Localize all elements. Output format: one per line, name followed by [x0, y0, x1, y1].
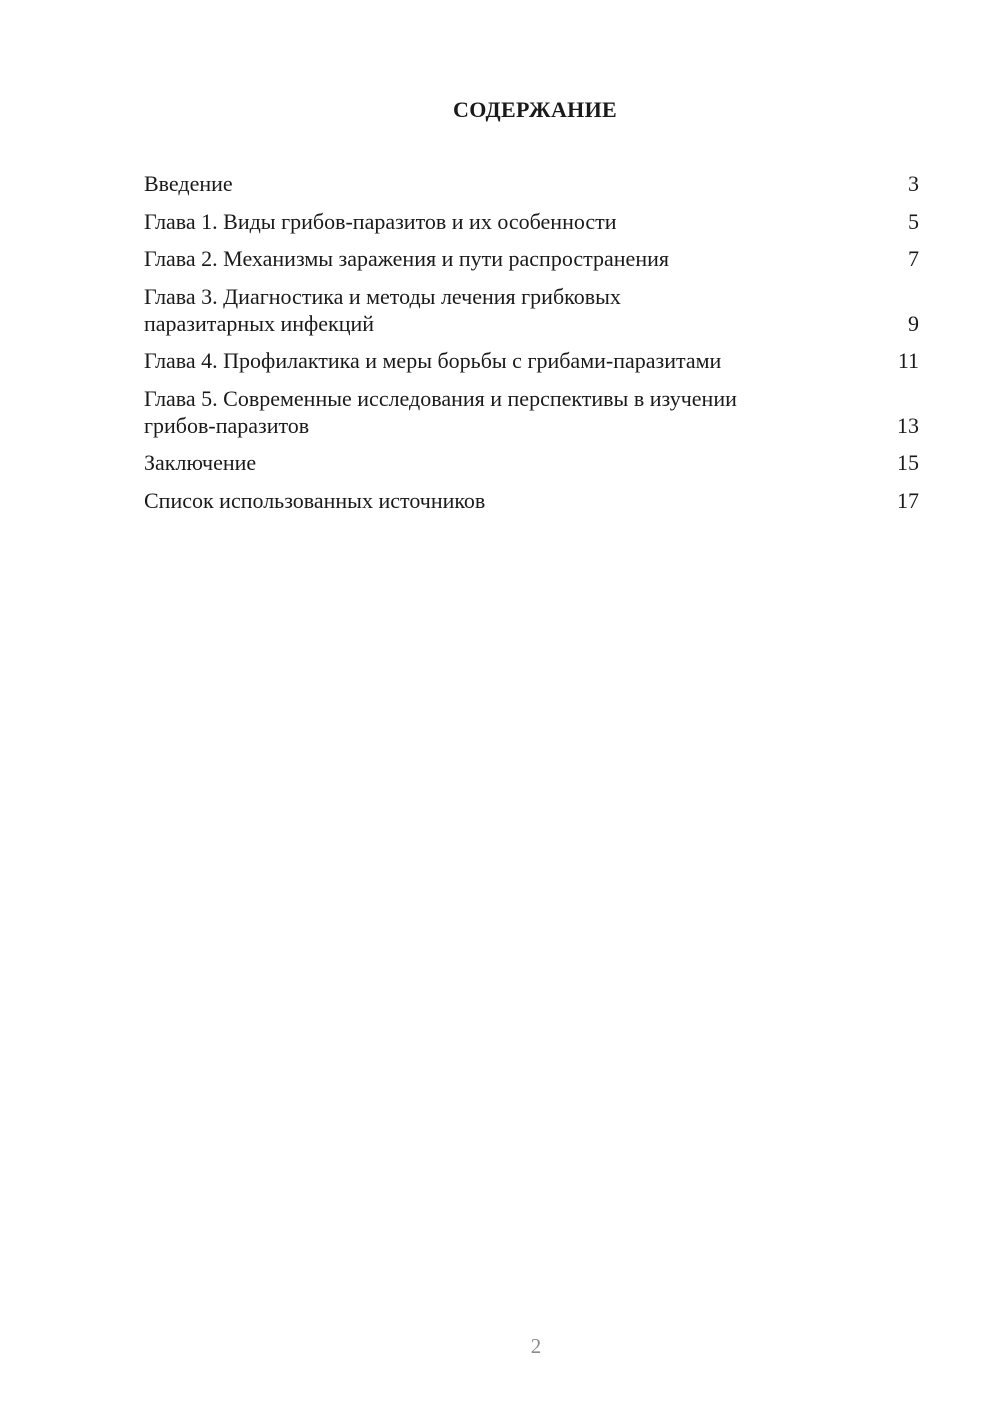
- toc-entry-label: [144, 283, 908, 337]
- toc-entry-page: 17: [897, 487, 919, 513]
- toc-entry-page: 5: [908, 208, 919, 234]
- toc-entry-chapter-4: [144, 347, 919, 374]
- toc-entry-page: 11: [897, 348, 919, 373]
- toc-entry-chapter-3: [144, 283, 919, 337]
- toc-entry-label: [144, 385, 897, 439]
- toc-entry-text: Глава 4. Профилактика и меры борьбы с грибами-паразитами: [144, 348, 722, 373]
- toc-entry-conclusion: [144, 449, 919, 476]
- toc-entry-text: Введение: [144, 171, 233, 196]
- toc-entry-text-continued: грибов-паразитов: [144, 412, 310, 438]
- toc-entry-label: [144, 347, 898, 374]
- toc-entry-page: 15: [897, 450, 919, 475]
- toc-entry-text-continued: паразитарных инфекций: [144, 310, 375, 336]
- toc-entry-label: [144, 208, 908, 235]
- toc-entry-text: Глава 2. Механизмы заражения и пути распространения: [144, 246, 669, 271]
- toc-entry-text: Глава 1. Виды грибов-паразитов и их особенности: [144, 208, 617, 234]
- toc-entry-label: [144, 170, 908, 197]
- toc-entry-chapter-5: [144, 385, 919, 439]
- page-title: СОДЕРЖАНИЕ: [453, 97, 617, 122]
- toc-entry-text: Список использованных источников: [144, 487, 486, 513]
- toc-entry-label: [144, 487, 897, 514]
- toc-entry-page: 3: [908, 171, 919, 196]
- toc-entry-page: 9: [908, 310, 919, 336]
- toc-entry-references: [144, 487, 919, 514]
- toc-entry-chapter-1: [144, 208, 919, 235]
- page-number: 2: [530, 1334, 542, 1358]
- toc-entry-chapter-2: [144, 245, 919, 272]
- toc-entry-text: Глава 3. Диагностика и методы лечения грибковых: [144, 283, 621, 309]
- toc-entry-text: Глава 5. Современные исследования и перспективы в изучении: [144, 385, 737, 411]
- toc-entry-page: 7: [908, 246, 919, 271]
- toc-entry-introduction: [144, 170, 919, 197]
- toc-entry-label: [144, 245, 908, 272]
- toc-entry-page: 13: [897, 412, 919, 438]
- table-of-contents: [144, 170, 919, 524]
- toc-entry-text: Заключение: [144, 450, 257, 475]
- toc-entry-label: [144, 449, 897, 476]
